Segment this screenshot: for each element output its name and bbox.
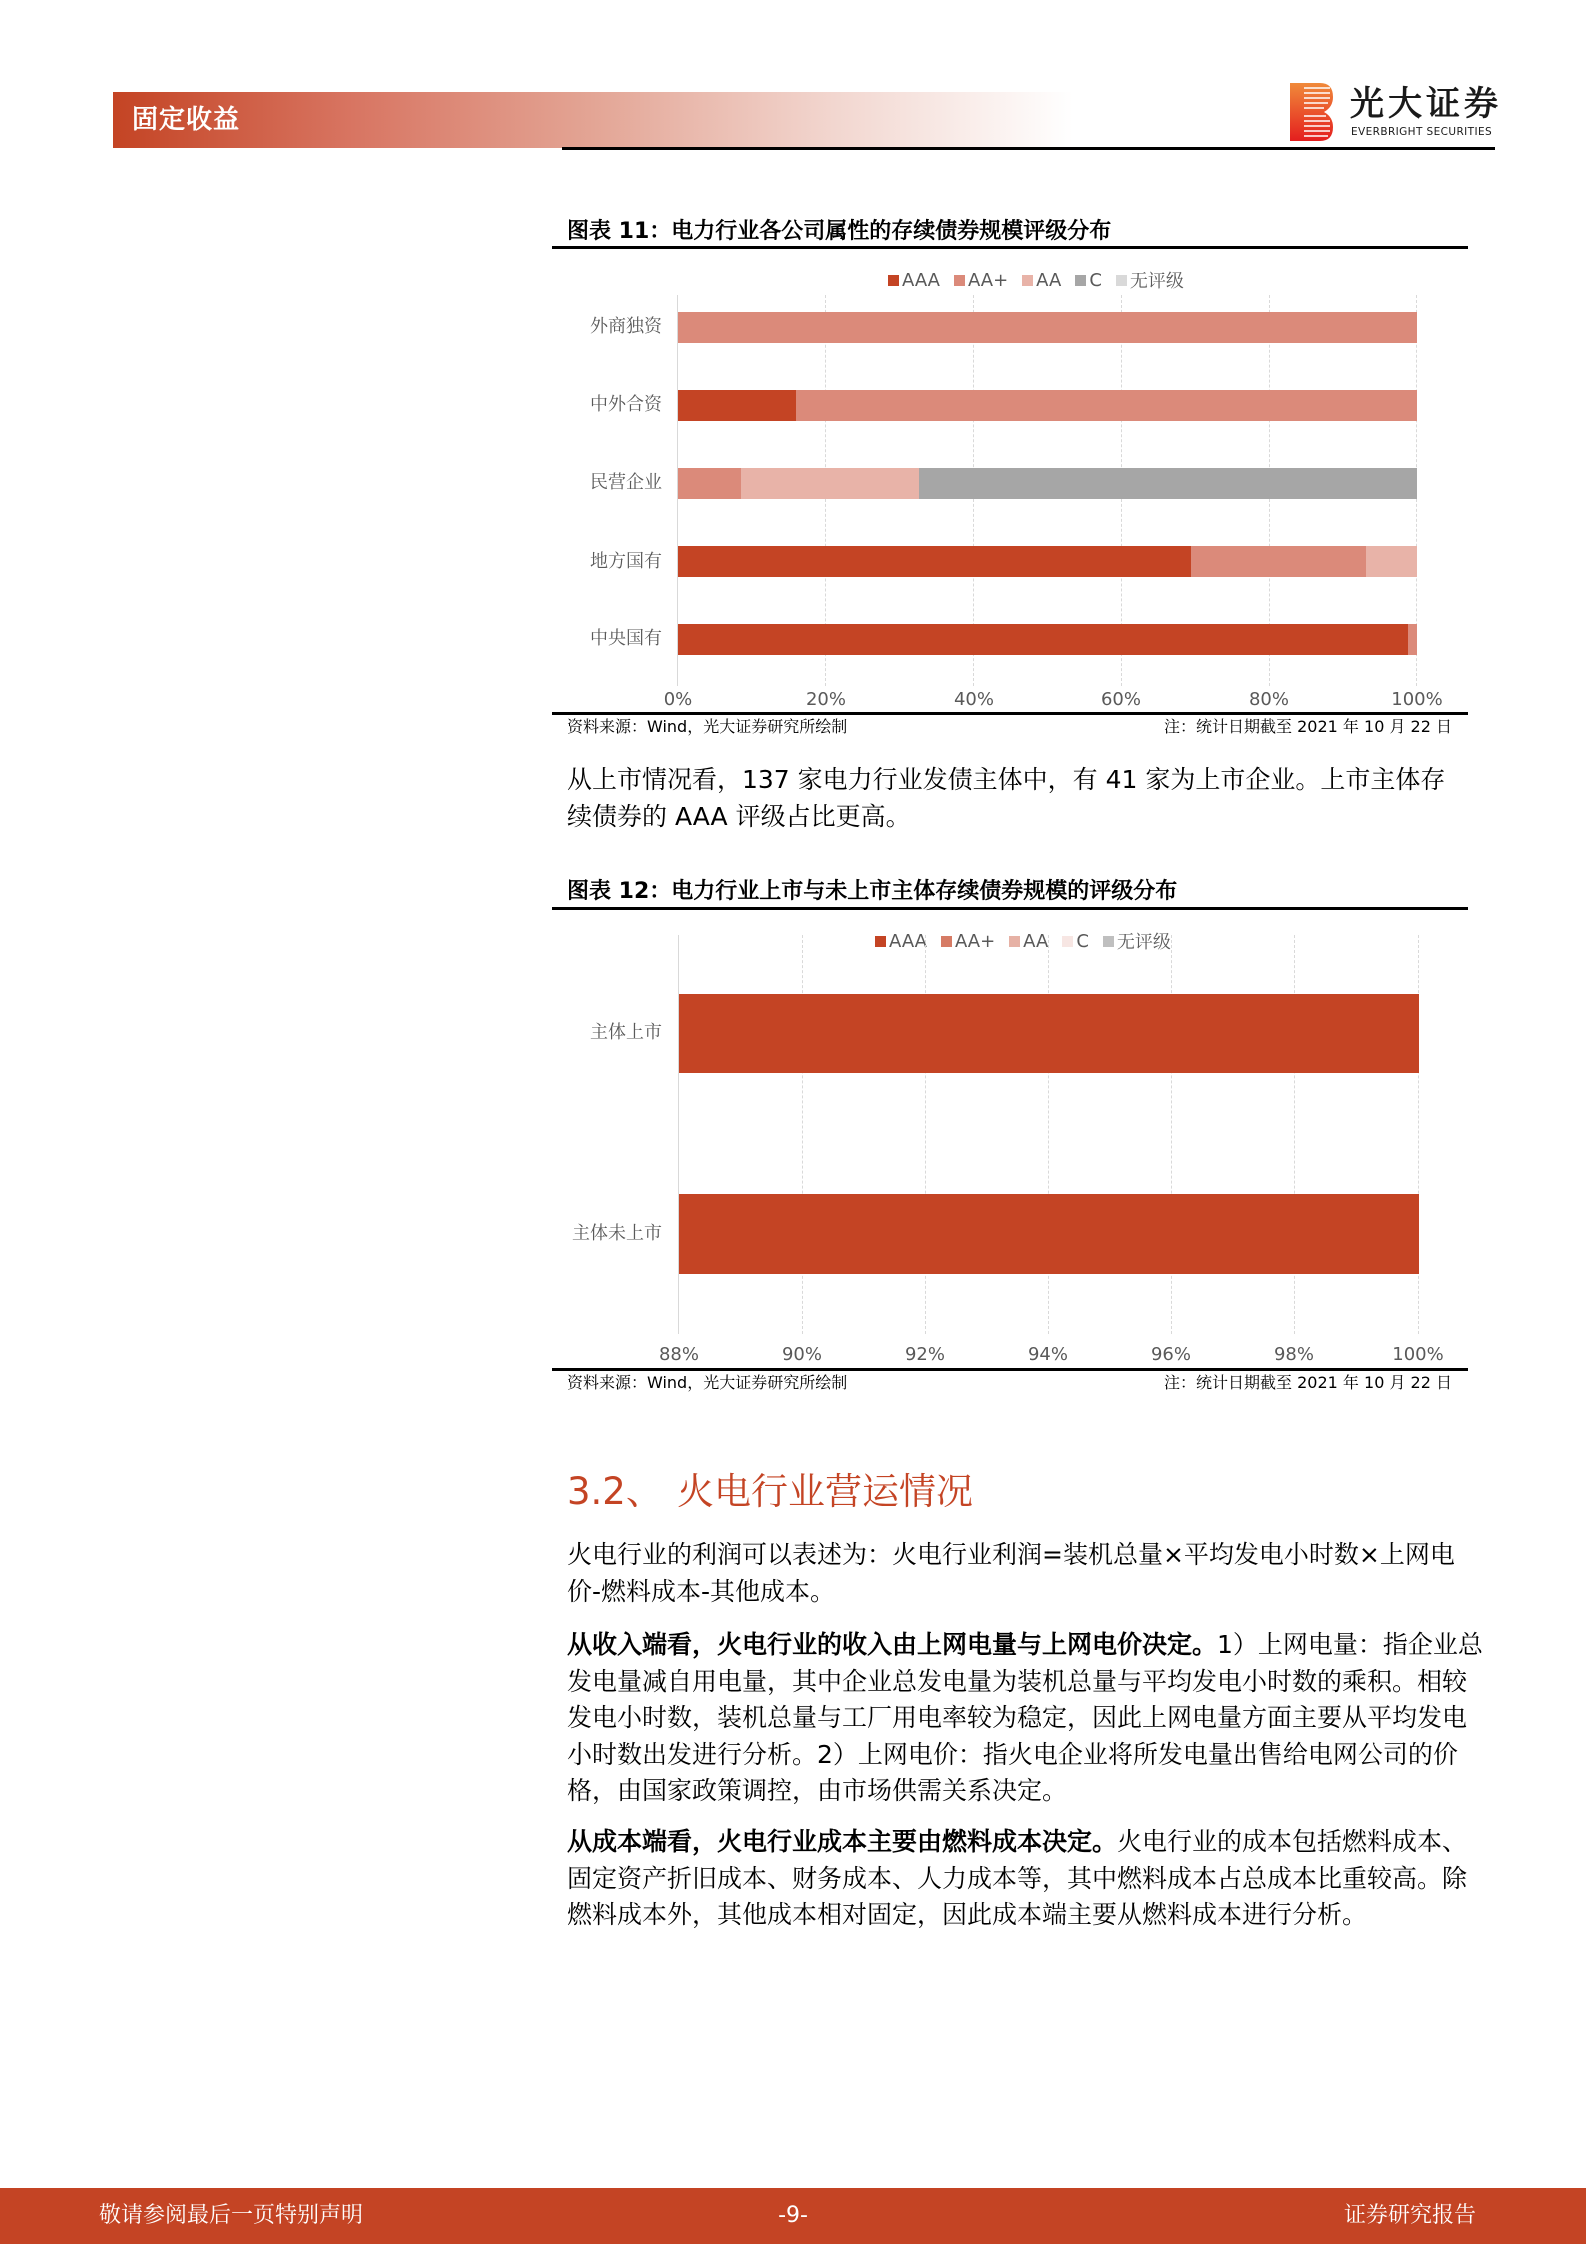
paragraph-revenue [567, 1627, 1487, 1810]
legend-item-c [1062, 931, 1089, 952]
category-label: 主体未上市 [572, 1223, 662, 1244]
legend-label: AA [1036, 269, 1062, 291]
paragraph-line: 从上市情况看，137 家电力行业发债主体中，有 41 家为上市企业。上市主体存 [567, 765, 1446, 794]
legend-swatch-icon [1009, 936, 1020, 947]
legend-swatch-icon [888, 275, 899, 286]
bar-segment-AAA [679, 1194, 1419, 1274]
legend-label: AA+ [954, 930, 996, 952]
header-rule [562, 147, 1495, 150]
x-tick-label: 40% [953, 689, 994, 710]
bar-row [679, 994, 1419, 1073]
paragraph-listing [567, 762, 1487, 835]
legend-swatch-icon [875, 936, 886, 947]
bar-row [678, 546, 1417, 577]
header-banner [113, 92, 1073, 148]
category-label: 主体上市 [590, 1022, 662, 1043]
logo-english-name: EVERBRIGHT SECURITIES [1351, 126, 1493, 138]
bar-row [678, 312, 1417, 343]
figure-12-note: 注：统计日期截至 2021 年 10 月 22 日 [1164, 1373, 1452, 1392]
logo-chinese-name: 光大证券 [1350, 84, 1502, 124]
paragraph-lead-bold: 从收入端看，火电行业的收入由上网电量与上网电价决定。 [567, 1630, 1218, 1659]
legend-label: 无评级 [1116, 932, 1171, 953]
x-tick-label: 90% [781, 1344, 822, 1365]
section-heading [567, 1467, 973, 1517]
legend-item-aa-plus [941, 931, 995, 952]
figure-11-legend [888, 268, 1198, 292]
footer-disclaimer: 敬请参阅最后一页特别声明 [99, 2203, 364, 2228]
x-tick-label: 98% [1273, 1344, 1314, 1365]
bar-row [679, 1194, 1419, 1274]
legend-label: C [1089, 269, 1102, 291]
footer-report-type: 证券研究报告 [1343, 2203, 1476, 2228]
figure-12-top-rule [552, 907, 1468, 910]
legend-item-aa-plus [954, 270, 1008, 291]
paragraph-text: 火电行业的成本包括燃料成本、固定资产折旧成本、财务成本、人力成本等，其中燃料成本占总成本比重较高。除燃料成本外，其他成本相对固定，因此成本端主要从燃料成本进行分析。 [567, 1827, 1468, 1929]
legend-item-unrated [1103, 928, 1171, 954]
legend-swatch-icon [941, 936, 952, 947]
legend-swatch-icon [1103, 936, 1114, 947]
legend-label: C [1076, 930, 1089, 952]
bar-row [678, 468, 1417, 499]
bar-segment-AAA [679, 994, 1419, 1073]
x-tick-label: 100% [1391, 689, 1443, 710]
figure-11-note: 注：统计日期截至 2021 年 10 月 22 日 [1164, 717, 1452, 736]
legend-item-unrated [1116, 267, 1184, 293]
figure-12-title: 图表 12：电力行业上市与未上市主体存续债券规模的评级分布 [567, 879, 1178, 904]
category-label: 中央国有 [590, 628, 662, 649]
x-tick-label: 100% [1392, 1344, 1444, 1365]
bar-row [678, 390, 1417, 421]
bar-segment-AA [1366, 546, 1417, 577]
category-label: 地方国有 [590, 551, 662, 572]
figure-11-source: 资料来源：Wind，光大证券研究所绘制 [567, 717, 848, 736]
bar-segment-AA+ [678, 468, 741, 499]
legend-item-aaa [888, 270, 940, 291]
legend-item-c [1075, 270, 1102, 291]
legend-swatch-icon [1075, 275, 1086, 286]
legend-swatch-icon [1116, 275, 1127, 286]
bar-segment-AA+ [1408, 624, 1417, 655]
everbright-logo-icon [1290, 83, 1333, 141]
legend-swatch-icon [954, 275, 965, 286]
figure-12-source: 资料来源：Wind，光大证券研究所绘制 [567, 1373, 848, 1392]
figure-12-legend [875, 929, 1185, 953]
bar-segment-AA+ [796, 390, 1417, 421]
x-tick-label: 94% [1027, 1344, 1068, 1365]
category-label: 中外合资 [590, 394, 662, 415]
legend-label: 无评级 [1129, 271, 1184, 292]
x-tick-label: 0% [663, 689, 693, 710]
x-tick-label: 20% [805, 689, 846, 710]
paragraph-lead-bold: 从成本端看，火电行业成本主要由燃料成本决定。 [567, 1827, 1118, 1856]
figure-12-bottom-rule [552, 1368, 1468, 1371]
legend-item-aaa [875, 931, 927, 952]
category-label: 外商独资 [590, 316, 662, 337]
figure-11-bottom-rule [552, 712, 1468, 715]
footer-bar [0, 2188, 1586, 2244]
bar-segment-AAA [678, 390, 796, 421]
legend-label: AAA [889, 930, 927, 952]
legend-swatch-icon [1062, 936, 1073, 947]
figure-11-title: 图表 11：电力行业各公司属性的存续债券规模评级分布 [567, 219, 1112, 244]
category-label: 民营企业 [590, 472, 662, 493]
x-tick-label: 88% [658, 1344, 699, 1365]
x-tick-label: 80% [1248, 689, 1289, 710]
page-number: -9- [778, 2203, 808, 2228]
section-title: 火电行业营运情况 [677, 1470, 973, 1513]
bar-row [678, 624, 1417, 655]
bar-segment-AAA [678, 546, 1191, 577]
bar-segment-AA+ [678, 312, 1417, 343]
legend-label: AA+ [967, 269, 1009, 291]
paragraph-text: 火电行业的利润可以表述为：火电行业利润=装机总量×平均发电小时数×上网电价-燃料成本-其他成本。 [567, 1540, 1455, 1606]
legend-label: AAA [902, 269, 940, 291]
bar-segment-AA+ [1191, 546, 1366, 577]
paragraph-text: 1）上网电量：指企业总发电量减自用电量，其中企业总发电量为装机总量与平均发电小时数的乘积。相较发电小时数，装机总量与工厂用电率较为稳定，因此上网电量方面主要从平均发电小时数出发进行分析。2）上网电价：指火电企业将所发电量出售给电网公司的价格，由国家政策调控，由市场供需关系决定。 [567, 1630, 1483, 1805]
bar-segment-AA [741, 468, 919, 499]
x-tick-label: 92% [904, 1344, 945, 1365]
section-number: 3.2、 [567, 1470, 663, 1513]
legend-item-aa [1009, 931, 1048, 952]
paragraph-line: 续债券的 AAA 评级占比更高。 [567, 801, 911, 831]
paragraph-profit-formula [567, 1537, 1487, 1610]
legend-item-aa [1022, 270, 1061, 291]
legend-swatch-icon [1022, 275, 1033, 286]
bar-segment-C [919, 468, 1417, 499]
figure-11-top-rule [552, 246, 1468, 249]
x-tick-label: 60% [1100, 689, 1141, 710]
paragraph-cost [567, 1824, 1487, 1934]
section-label: 固定收益 [132, 105, 241, 135]
bar-segment-AAA [678, 624, 1408, 655]
x-tick-label: 96% [1150, 1344, 1191, 1365]
legend-label: AA [1023, 930, 1049, 952]
